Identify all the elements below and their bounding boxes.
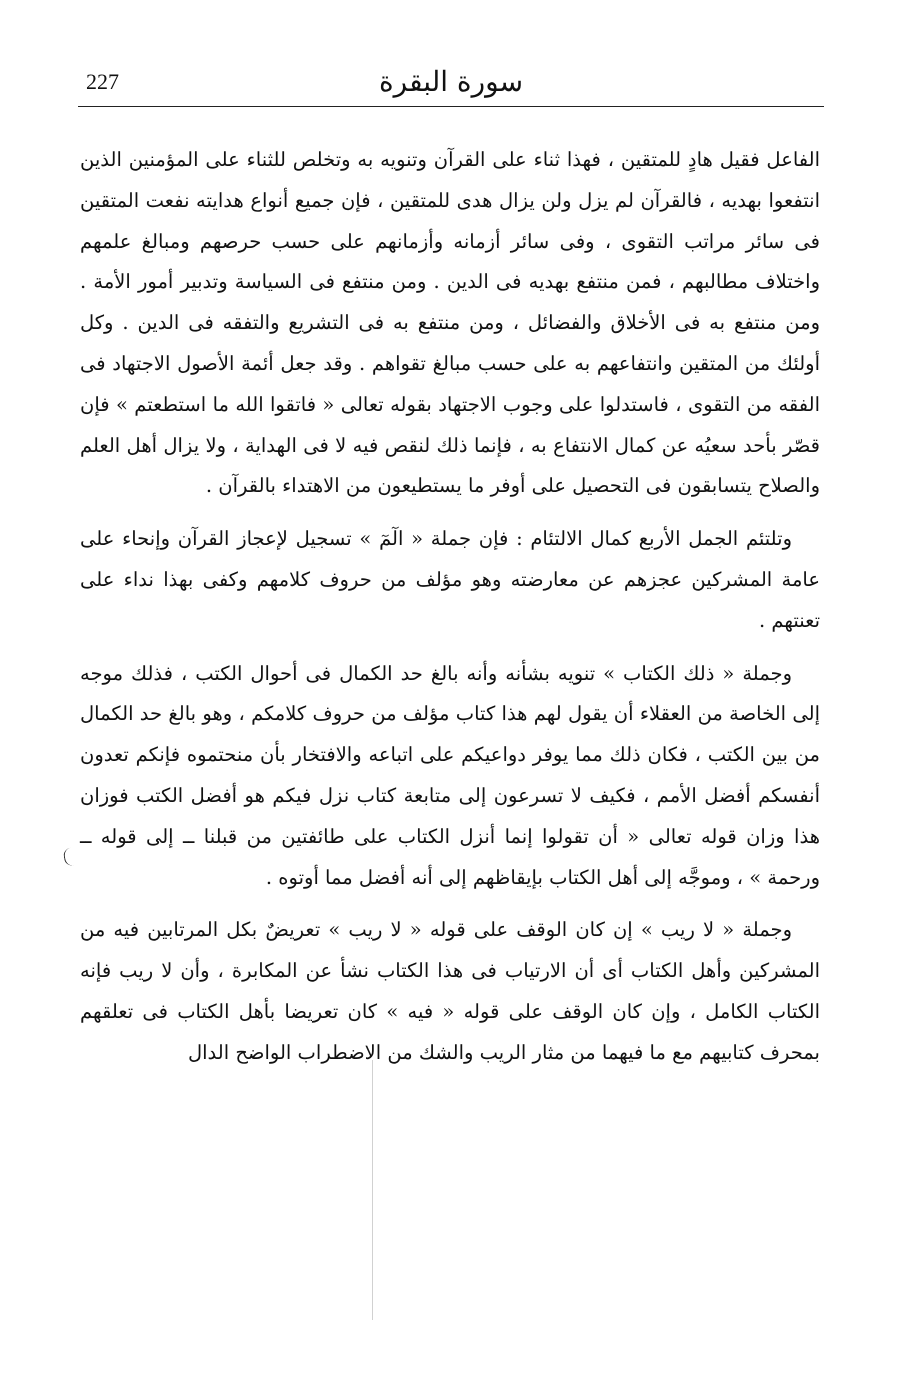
paragraph: وتلتئم الجمل الأربع كمال الالتئام : فإن جملة « الٓمٓ » تسجيل لإعجاز القرآن وإنحاء على عامة المشركين عجزهم عن معارضته وهو مؤلف من حروف كلامهم وكفى بهذا نداء على تعنتهم . <box>80 527 820 632</box>
paragraph: وجملة « ذلك الكتاب » تنويه بشأنه وأنه بالغ حد الكمال فى أحوال الكتب ، فذلك موجه إلى الخاصة من العقلاء أن يقول لهم هذا كتاب مؤلف من حروف كلامكم ، وهو بالغ حد الكمال من بين الكتب ، فكان ذلك مما يوفر دواعيكم على اتباعه والافتخار بأن منحتموه فإنكم تعدون أنفسكم أفضل الأمم ، فكيف لا تسرعون إلى متابعة كتاب نزل فيكم هو أفضل الكتب فوزان هذا وزان قوله تعالى « أن تقولوا إنما أنزل الكتاب على طائفتين من قبلنا ــ إلى قوله ــ ورحمة » ، وموجَّه إلى أهل الكتاب بإيقاظهم إلى أنه أفضل مما أوتوه . <box>80 661 820 889</box>
page-crease <box>372 1060 373 1320</box>
scan-mark <box>63 847 77 867</box>
page-number: 227 <box>86 69 119 94</box>
page-header <box>78 58 824 107</box>
paragraph: الفاعل فقيل هادٍ للمتقين ، فهذا ثناء على القرآن وتنويه به وتخلص للثناء على المؤمنين الذين انتفعوا بهديه ، فالقرآن لم يزل ولن يزال هدى للمتقين ، فإن جميع أنواع هدايته نفعت المتقين فى سائر مراتب التقوى ، وفى سائر أزمانه وأزمانهم على حسب حرصهم ومبالغ علمهم واختلاف مطالبهم ، فمن منتفع بهديه فى الدين . ومن منتفع فى السياسة وتدبير أمور الأمة . ومن منتفع به فى الأخلاق والفضائل ، ومن منتفع به فى التشريع والتفقه فى الدين . وكل أولئك من المتقين وانتفاعهم به على حسب مبالغ تقواهم . وقد جعل أئمة الأصول الاجتهاد فى الفقه من التقوى ، فاستدلوا على وجوب الاجتهاد بقوله تعالى « فاتقوا الله ما استطعتم » فإن قصّر بأحد سعيُه عن كمال الانتفاع به ، فإنما ذلك لنقص فيه لا فى الهداية ، ولا يزال أهل العلم والصلاح يتسابقون فى التحصيل على أوفر ما يستطيعون من الاهتداء بالقرآن . <box>80 148 821 498</box>
page-body <box>80 140 820 1074</box>
running-title: سورة البقرة <box>378 65 524 98</box>
paragraph: وجملة « لا ريب » إن كان الوقف على قوله « لا ريب » تعريضٌ بكل المرتابين فيه من المشركين وأهل الكتاب أى أن الارتياب فى هذا الكتاب نشأ عن المكابرة ، وأن لا ريب فإنه الكتاب الكامل ، وإن كان الوقف على قوله « فيه » كان تعريضا بأهل الكتاب فى تعلقهم بمحرف كتابيهم مع ما فيهما من مثار الريب والشك من الاضطراب الواضح الدال <box>80 918 820 1064</box>
